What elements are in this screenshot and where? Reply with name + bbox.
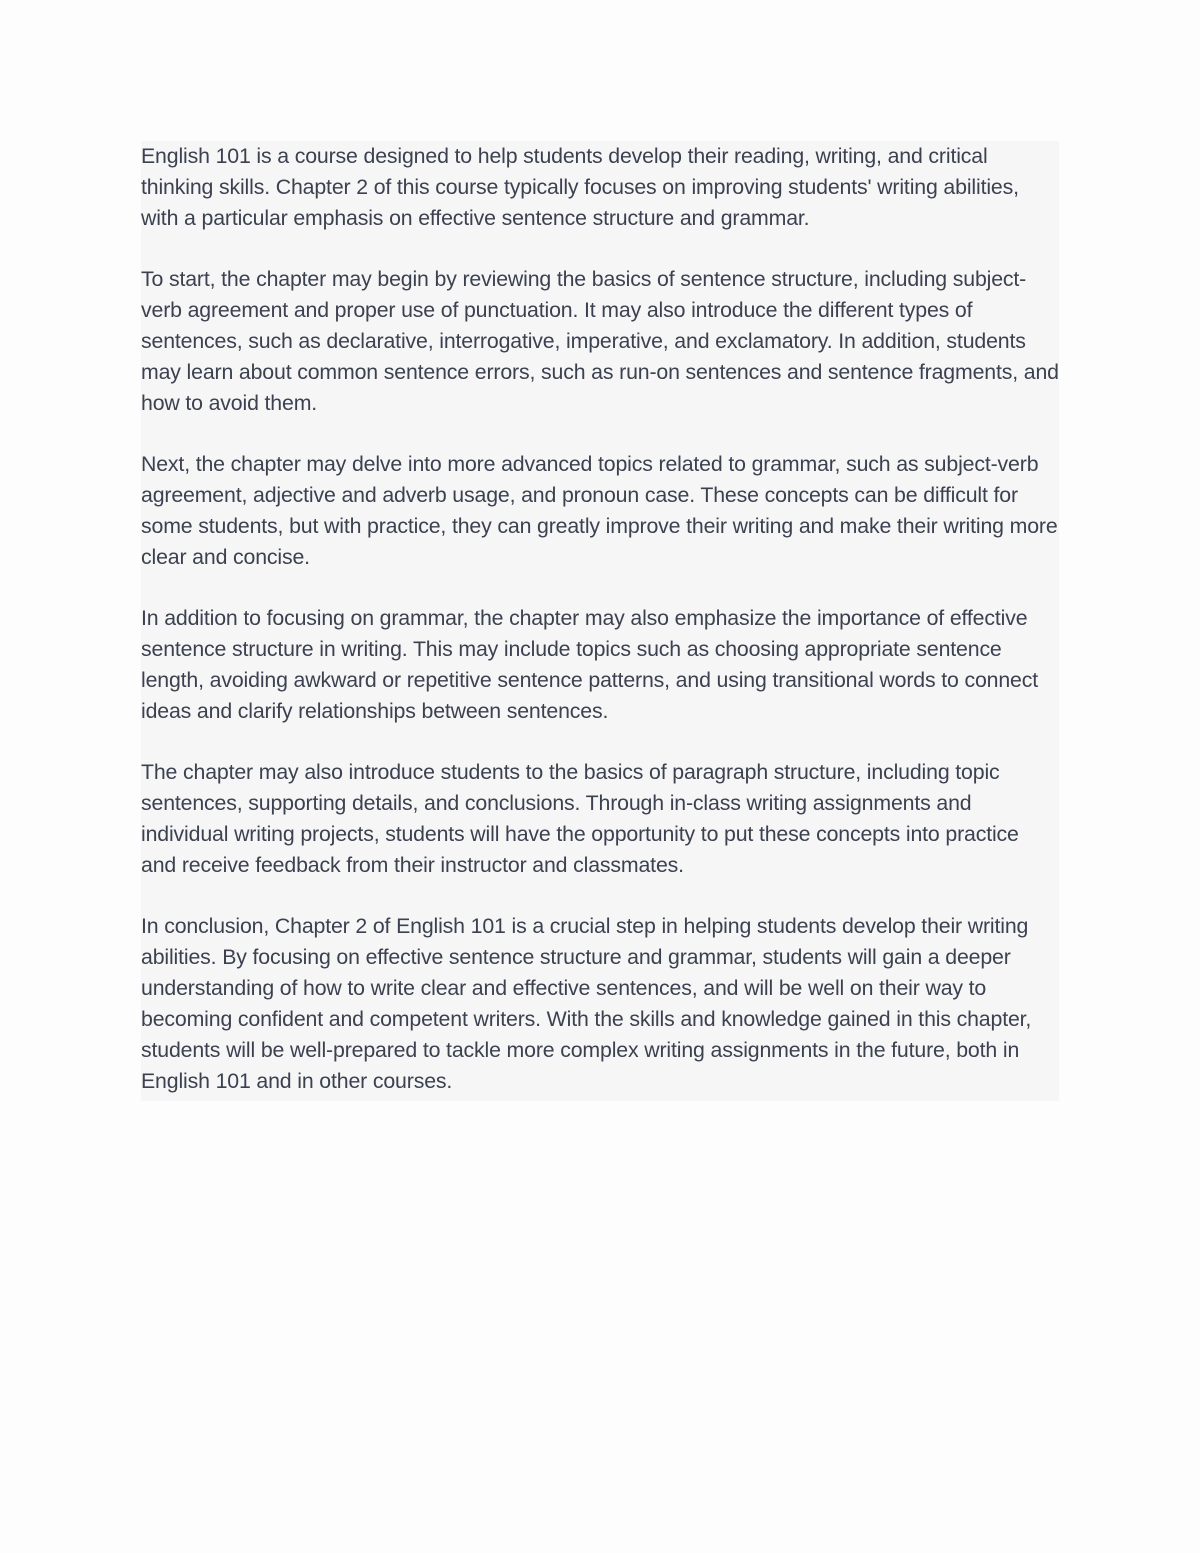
paragraph-sentence-basics: To start, the chapter may begin by reviewing the basics of sentence structure, including subject-verb agreement and proper use of punctuation. It may also introduce the different types of sentences, such as declarative, interrogative, imperative, and exclamatory. In addition, students may learn about common sentence errors, such as run-on sentences and sentence fragments, and how to avoid them.	[141, 267, 1059, 415]
paragraph-conclusion: In conclusion, Chapter 2 of English 101 is a crucial step in helping students develop their writing abilities. By focusing on effective sentence structure and grammar, students will gain a deeper understanding of how to write clear and effective sentences, and will be well on their way to becoming confident and competent writers. With the skills and knowledge gained in this chapter, students will be well-prepared to tackle more complex writing assignments in the future, both in English 101 and in other courses.	[141, 914, 1032, 1093]
paragraph-advanced-grammar: Next, the chapter may delve into more advanced topics related to grammar, such as subject-verb agreement, adjective and adverb usage, and pronoun case. These concepts can be difficult for some students, but with practice, they can greatly improve their writing and make their writing more clear and concise.	[141, 452, 1058, 569]
text-block	[141, 141, 1059, 1101]
paragraph-sentence-structure: In addition to focusing on grammar, the chapter may also emphasize the importance of effective sentence structure in writing. This may include topics such as choosing appropriate sentence length, avoiding awkward or repetitive sentence patterns, and using transitional words to connect ideas and clarify relationships between sentences.	[141, 606, 1039, 723]
paragraph-paragraph-structure: The chapter may also introduce students to the basics of paragraph structure, including topic sentences, supporting details, and conclusions. Through in-class writing assignments and individual writing projects, students will have the opportunity to put these concepts into practice and receive feedback from their instructor and classmates.	[141, 760, 1019, 877]
paragraph-intro: English 101 is a course designed to help students develop their reading, writing, and critical thinking skills. Chapter 2 of this course typically focuses on improving students' writing abilities, with a particular emphasis on effective sentence structure and grammar.	[141, 144, 1019, 230]
